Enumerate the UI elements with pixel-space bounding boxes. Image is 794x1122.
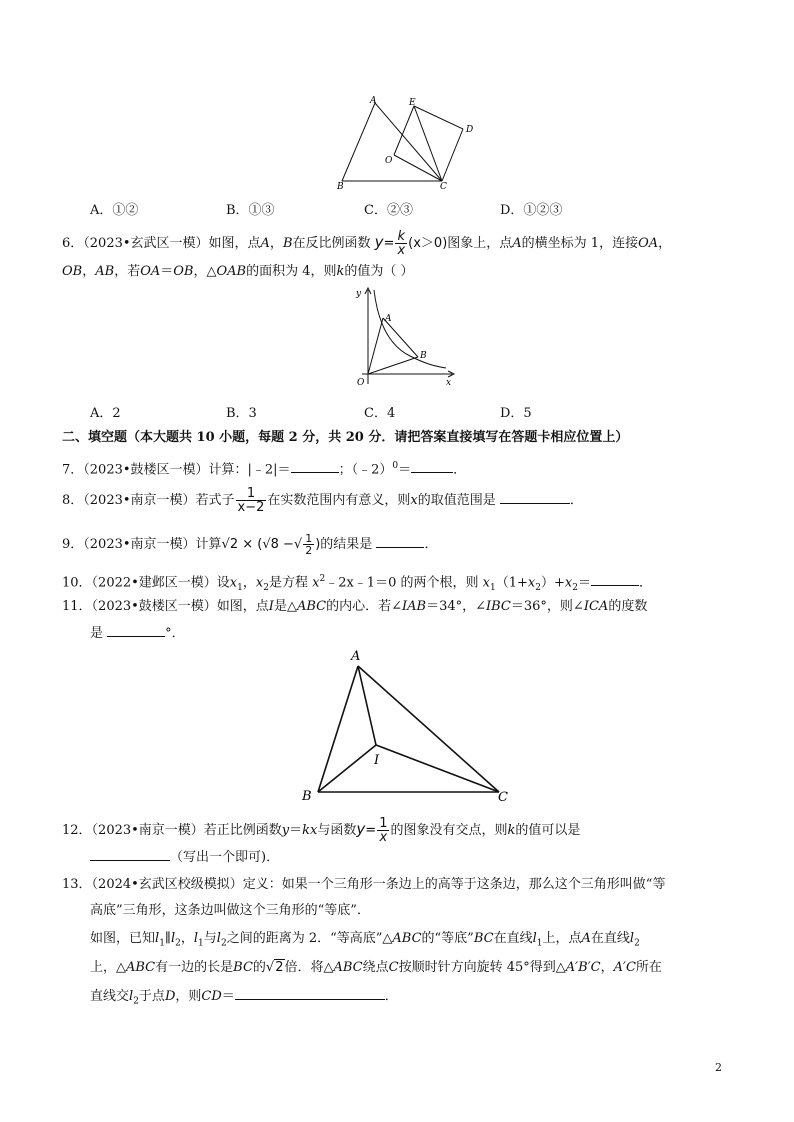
q13-l1-b: l xyxy=(193,931,199,946)
q13-l1-b-sub: 1 xyxy=(198,938,204,949)
q13-var-ApC: A′C xyxy=(613,960,636,975)
q9-text-a: 9．（2023•南京一模）计算 xyxy=(62,537,222,552)
q13-var-ApBpC: A′B′C xyxy=(565,960,601,975)
q11-label-C: C xyxy=(498,790,508,804)
q13-text-f: 上，点 xyxy=(542,931,582,946)
q12-var-k: k xyxy=(507,823,516,838)
q7-line xyxy=(62,456,466,480)
q13-var-A: A xyxy=(581,931,591,946)
q6-func-eq: = xyxy=(383,236,395,251)
q12-blank[interactable] xyxy=(90,848,170,861)
q6-var-OAB: OAB xyxy=(216,264,247,279)
q8-text-b: 在实数范围内有意义，则 xyxy=(267,493,411,508)
q5-label-B: B xyxy=(337,182,344,190)
q11-line-2 xyxy=(90,624,185,644)
q5-option-d[interactable]: D．①②③ xyxy=(500,203,563,218)
q11-label-B: B xyxy=(302,789,312,804)
q13-text-n: 所在 xyxy=(635,960,662,975)
q11-seg-AB xyxy=(318,666,358,792)
q8-text-c: 的取值范围是 xyxy=(417,493,496,508)
q11-figure xyxy=(296,646,516,804)
section-2-heading: 二、填空题（本大题共 10 小题，每题 2 分，共 20 分．请把答案直接填写在答题卡相应位置上） xyxy=(62,430,629,445)
q6-comma: ， xyxy=(658,236,672,251)
q6-text-c: 图象上，点 xyxy=(447,236,513,251)
q13-text-m: 按顺时针方向旋转 45°得到△ xyxy=(398,960,566,975)
q13-l2-c-sub: 2 xyxy=(634,938,640,949)
q13-var-ABC: ABC xyxy=(392,931,422,946)
q10-x2-b: x xyxy=(527,575,536,591)
q8-frac-num: 1 xyxy=(236,487,267,501)
q10-sub1: 1 xyxy=(237,582,243,593)
q7-exponent: 0 xyxy=(392,461,399,471)
q11-seg-AC xyxy=(358,666,499,792)
q11-line-1 xyxy=(62,597,647,617)
q13-l2-sub: 2 xyxy=(175,938,181,949)
q13-text-i: 有一边的长是 xyxy=(155,960,234,975)
q6-var-OA: OA xyxy=(638,236,659,251)
q10-x1-b: x xyxy=(482,575,490,591)
q13-l2-b: l xyxy=(216,931,221,946)
q9-expr-b: ) xyxy=(315,537,321,552)
q12-text-a: 12．（2023•南京一模）若正比例函数 xyxy=(62,823,282,838)
q5-option-a[interactable]: A．①② xyxy=(90,203,139,218)
q13-text-r: ＝ xyxy=(221,989,235,1004)
q9-sqrt-frac: √ $\frac{1}{2}$ xyxy=(293,532,313,557)
q5-label-O: O xyxy=(385,156,393,166)
q13-end: ． xyxy=(384,989,398,1004)
q10-text-a: 10．（2022•建邺区一模）设 xyxy=(62,575,230,591)
q11-text-b: 是△ xyxy=(273,599,297,614)
q13-l2-d: l xyxy=(129,989,134,1004)
q12-frac-num: 1 xyxy=(379,816,388,831)
q6-sep: ， xyxy=(269,236,283,251)
q13-var-D: D xyxy=(164,989,176,1004)
q13-l2-b-sub: 2 xyxy=(220,938,227,949)
q6-line-2: OB，AB，若OA＝OB，△OAB的面积为 4，则k的值为（ ） xyxy=(62,264,414,279)
q6-var-k: k xyxy=(336,264,345,279)
q11-var-I: I xyxy=(268,599,274,614)
q13-sqrt2: √2 xyxy=(265,960,284,975)
q8-text-a: 8．（2023•南京一模）若式子 xyxy=(62,493,235,508)
q13-l2: l xyxy=(170,931,176,946)
q13-line-4 xyxy=(90,958,662,978)
q13-var-BC-2: BC xyxy=(233,960,253,975)
q9-half-num: 1 xyxy=(305,532,313,545)
q13-var-BC: BC xyxy=(473,931,494,946)
q13-l2-c: l xyxy=(629,931,635,946)
q13-comma: ， xyxy=(180,931,194,946)
q6-seg-OA xyxy=(368,318,383,374)
q6-func-frac xyxy=(395,230,407,257)
q12-text-e: （写出一个即可)． xyxy=(170,850,280,865)
q13-text-p: 于点 xyxy=(138,989,165,1004)
q6-option-b[interactable]: B．3 xyxy=(226,406,257,421)
q12-line-2 xyxy=(90,848,279,868)
q6-frac-num: k xyxy=(395,230,407,244)
q6-var-OB: OB xyxy=(62,264,83,279)
q13-l1-c-sub: 1 xyxy=(536,938,543,949)
q8-fraction xyxy=(236,487,267,514)
q13-l1-sub: 1 xyxy=(159,938,165,949)
q7-text-b: ；（﹣2） xyxy=(338,462,393,478)
q6-text-f: 的面积为 4，则 xyxy=(246,264,337,279)
q6-text-d: 的横坐标为 1，连接 xyxy=(521,236,639,251)
q6-text-b: 在反比例函数 xyxy=(292,236,371,251)
q12-func-eq: = xyxy=(365,823,377,838)
q12-function xyxy=(356,816,390,845)
page-number: 2 xyxy=(715,1061,722,1074)
q11-seg-CI xyxy=(376,745,499,792)
q7-text-c: ＝ xyxy=(398,462,412,478)
q11-text-d: ＝34°，∠ xyxy=(426,599,486,614)
q5-option-c[interactable]: C．②③ xyxy=(364,203,413,218)
q12-func-y: y xyxy=(356,820,366,838)
q10-eqn-pow: 2 xyxy=(319,574,326,584)
q9-blank[interactable] xyxy=(376,535,424,548)
q12-var-y: y xyxy=(281,823,290,838)
q5-figure xyxy=(334,92,484,190)
q13-comma-2: ， xyxy=(600,960,614,975)
q13-text-d: 的“等底” xyxy=(421,931,474,946)
q13-l1-c: l xyxy=(532,931,537,946)
q6-option-d[interactable]: D．5 xyxy=(500,406,532,421)
q13-var-CD: CD xyxy=(201,989,222,1004)
q13-text-k: 倍．将△ xyxy=(284,960,334,975)
q6-figure xyxy=(350,284,460,390)
q12-frac-den: x xyxy=(379,830,388,845)
q11-deg: °． xyxy=(165,626,185,641)
q6-label-x: x xyxy=(446,378,452,388)
q11-text-g: 是 xyxy=(90,626,104,641)
q5-label-D: D xyxy=(466,125,474,135)
q6-var-OA-2: OA xyxy=(140,264,161,279)
q10-eqn-x: x xyxy=(312,575,320,591)
q11-text-c: 的内心．若∠ xyxy=(326,599,402,614)
q11-seg-BI xyxy=(318,745,376,792)
q6-label-O: O xyxy=(357,378,365,388)
q5-seg-EO xyxy=(394,106,414,155)
q6-function xyxy=(374,229,448,258)
q11-var-IBC: IBC xyxy=(486,599,511,614)
q6-var-A-2: A xyxy=(512,236,522,251)
q10-blank[interactable] xyxy=(591,573,639,586)
q5-label-E: E xyxy=(409,98,416,108)
q8-frac-den: x−2 xyxy=(237,500,265,515)
q11-var-IAB: IAB xyxy=(401,599,427,614)
q13-text-c: 之间的距离为 2．“等高底”△ xyxy=(226,931,393,946)
q10-comma: ， xyxy=(242,575,256,591)
q13-l2-d-sub: 2 xyxy=(133,996,139,1007)
q12-var-kx: kx xyxy=(302,823,318,838)
q5-seg-OC xyxy=(394,155,442,181)
q5-seg-AB xyxy=(342,103,375,181)
q6-var-A: A xyxy=(260,236,270,251)
q13-text-b: 与 xyxy=(203,931,217,946)
q10-text-c: （1+ xyxy=(495,575,528,591)
q13-text-q: ，则 xyxy=(175,989,202,1004)
q13-text-h: 上，△ xyxy=(90,960,126,975)
q8-blank[interactable] xyxy=(500,491,570,504)
q6-option-c[interactable]: C．4 xyxy=(364,406,396,421)
q6-label-A: A xyxy=(385,314,392,324)
q10-eqn-rest: ﹣2x﹣1＝0 的两个根，则 xyxy=(325,575,479,591)
q13-text-e: 在直线 xyxy=(493,931,533,946)
q12-frac xyxy=(377,817,389,844)
q12-line-1 xyxy=(62,817,580,844)
q6-text-a: 6．（2023•玄武区一模）如图，点 xyxy=(62,236,261,251)
q13-parallel: ∥ xyxy=(164,931,171,946)
q11-seg-AI xyxy=(358,666,376,745)
q13-var-ABC-2: ABC xyxy=(126,960,156,975)
q6-option-a[interactable]: A．2 xyxy=(90,406,121,421)
q10-end: ． xyxy=(638,575,652,591)
q6-line-1 xyxy=(62,230,671,257)
q10-sub2-c: 2 xyxy=(572,582,578,593)
q8-end: ． xyxy=(569,493,583,508)
q5-label-C: C xyxy=(440,182,447,190)
q6-var-OB-2: OB xyxy=(173,264,194,279)
q6-text-g: 的值为（ ） xyxy=(344,264,414,279)
q7-text-a: 7．（2023•鼓楼区一模）计算：|﹣2|＝ xyxy=(62,462,291,478)
q10-sub2: 2 xyxy=(263,582,269,593)
q10-text-d: ）+ xyxy=(540,575,565,591)
q5-label-A: A xyxy=(370,96,377,106)
q5-option-b[interactable]: B．①③ xyxy=(226,203,275,218)
q9-half-den: 2 xyxy=(305,544,313,557)
q13-text-g: 在直线 xyxy=(590,931,630,946)
q11-text-a: 11．（2023•鼓楼区一模）如图，点 xyxy=(62,599,269,614)
q10-x1: x xyxy=(229,575,238,591)
q12-text-d: 的值可以是 xyxy=(515,823,581,838)
q6-func-y: y xyxy=(374,233,384,251)
q12-text-b: 与函数 xyxy=(317,823,357,838)
q10-text-b: 是方程 xyxy=(268,575,308,591)
q10-x2-c: x xyxy=(564,575,573,591)
q11-var-ICA: ICA xyxy=(583,599,609,614)
q6-text-e: ，若 xyxy=(114,264,141,279)
q10-sub1-b: 1 xyxy=(489,582,496,593)
q9-end: ． xyxy=(424,537,438,552)
q6-label-B: B xyxy=(420,351,427,361)
q11-blank[interactable] xyxy=(107,624,165,637)
q9-line xyxy=(62,533,437,556)
q13-var-ABC-3: ABC xyxy=(333,960,363,975)
q9-expr-a: √2 × (√8 − xyxy=(221,537,294,552)
q13-var-C: C xyxy=(388,960,399,975)
q13-line-5 xyxy=(90,987,398,1012)
q6-var-B: B xyxy=(282,236,293,251)
q13-blank[interactable] xyxy=(235,987,385,1000)
q6-comma-2: ， xyxy=(82,264,96,279)
q11-label-I: I xyxy=(374,753,380,768)
q10-line xyxy=(62,569,652,598)
q10-sub2-b: 2 xyxy=(535,582,541,593)
q12-text-c: 的图象没有交点，则 xyxy=(390,823,508,838)
q6-label-y: y xyxy=(356,289,362,299)
q13-text-o: 直线交 xyxy=(90,989,130,1004)
q11-text-f: 的度数 xyxy=(608,599,648,614)
q6-triangle: △ xyxy=(206,264,217,279)
q13-line-1: 13．（2024•玄武区校级模拟）定义：如果一个三角形一条边上的高等于这条边，那么这个三角形叫做“等 xyxy=(62,877,666,892)
q11-var-ABC: ABC xyxy=(296,599,327,614)
q13-line-3 xyxy=(90,929,640,954)
q12-eq: ＝ xyxy=(289,823,303,838)
q7-blank-1[interactable] xyxy=(291,460,339,473)
q9-text-b: 的结果是 xyxy=(320,537,373,552)
q9-half xyxy=(303,533,314,556)
q13-text-j: 的 xyxy=(252,960,266,975)
q6-comma-3: ， xyxy=(193,264,207,279)
q7-blank-2[interactable] xyxy=(411,460,453,473)
q10-text-e: ＝ xyxy=(577,575,591,591)
q13-text-a: 如图，已知 xyxy=(90,931,156,946)
q5-seg-DC xyxy=(442,129,463,181)
q6-seg-OB xyxy=(368,357,418,374)
q6-var-AB: AB xyxy=(95,264,115,279)
q13-sqrt2-radicand: 2 xyxy=(275,960,284,975)
q13-l1: l xyxy=(155,931,160,946)
q11-label-A: A xyxy=(351,649,361,664)
q10-x2: x xyxy=(255,575,264,591)
q6-hyperbola xyxy=(374,290,446,368)
q8-var-x: x xyxy=(410,493,418,508)
q6-frac-den: x xyxy=(397,243,406,258)
q6-func-cond: (x＞0) xyxy=(408,236,448,251)
q13-line-2: 高底”三角形，这条边叫做这个三角形的“等底”． xyxy=(90,903,370,918)
q13-text-l: 绕点 xyxy=(362,960,389,975)
q7-end: ． xyxy=(453,462,467,478)
q8-line xyxy=(62,487,583,514)
q11-text-e: ＝36°，则∠ xyxy=(510,599,584,614)
